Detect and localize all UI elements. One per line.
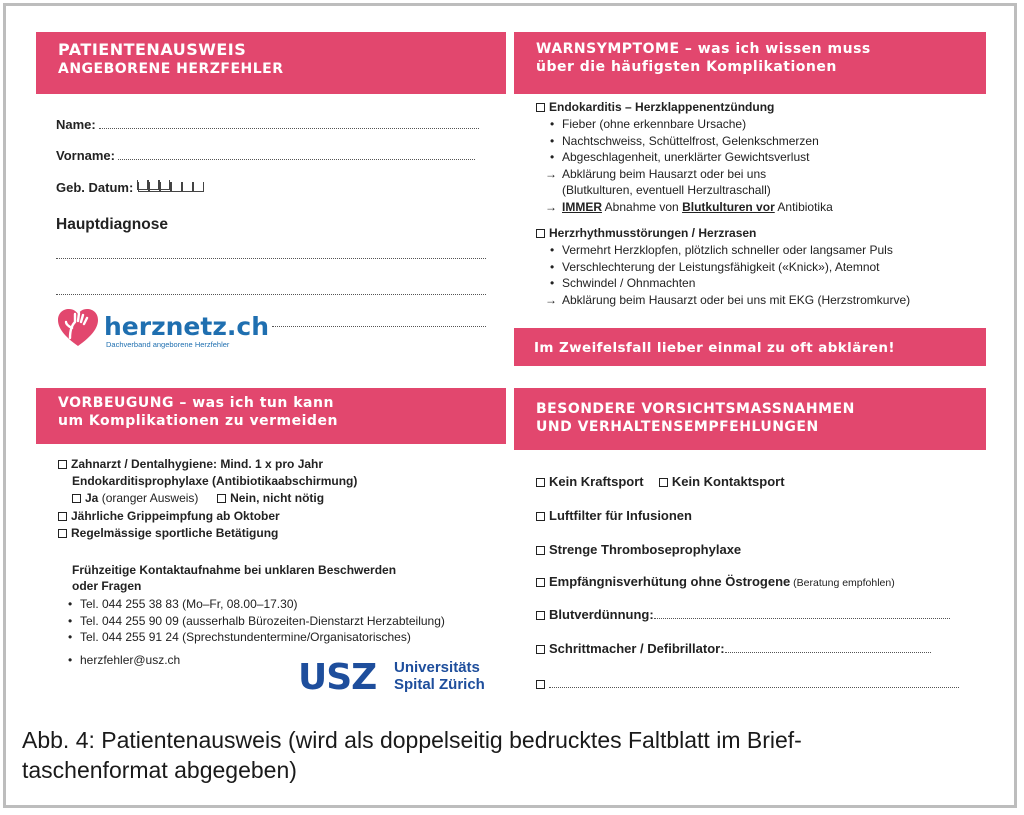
nein-label: Nein, nicht nötig bbox=[230, 491, 325, 505]
luftfilter-row bbox=[536, 508, 692, 524]
list-item: • Tel. 044 255 90 09 (ausserhalb Bürozeiten-Dienstarzt Herzabteilung) bbox=[66, 613, 445, 630]
grippe-item bbox=[58, 508, 280, 524]
zahnarzt-label: Zahnarzt / Dentalhygiene: Mind. 1 x pro Jahr bbox=[71, 457, 324, 471]
checkbox-icon bbox=[536, 103, 545, 112]
warnsymptome-title-1: WARNSYMPTOME – was ich wissen muss bbox=[536, 41, 871, 57]
list-item: • Fieber (ohne erkennbare Ursache) bbox=[548, 116, 833, 133]
grippe-label: Jährliche Grippeimpfung ab Oktober bbox=[71, 509, 280, 523]
usz-name-1: Universitäts bbox=[394, 659, 480, 676]
blutverd-row bbox=[536, 607, 950, 623]
ja-nein-row bbox=[72, 490, 324, 506]
schritt-row bbox=[536, 641, 931, 657]
empty-line bbox=[549, 686, 959, 688]
hauptdiagnose-label: Hauptdiagnose bbox=[56, 216, 168, 233]
diagnose-line-2 bbox=[56, 294, 486, 295]
zahnarzt-item bbox=[58, 456, 323, 472]
list-item: • Vermehrt Herzklopfen, plötzlich schneller oder langsamer Puls bbox=[548, 242, 910, 259]
usz-logo bbox=[298, 657, 485, 698]
schritt-label: Schrittmacher / Defibrillator: bbox=[549, 641, 725, 656]
list-item: • herzfehler@usz.ch bbox=[66, 652, 445, 669]
usz-name bbox=[394, 659, 485, 693]
warnsymptome-header bbox=[514, 32, 986, 90]
herznetz-logo bbox=[56, 308, 270, 353]
kraftsport-label: Kein Kraftsport bbox=[549, 474, 644, 489]
contact-list bbox=[66, 596, 445, 668]
header-title: PATIENTENAUSWEIS bbox=[58, 40, 247, 59]
caption-line-1: Abb. 4: Patientenausweis (wird als doppelseitig bedrucktes Faltblatt im Brief- bbox=[22, 727, 802, 753]
list-item-cont bbox=[548, 182, 833, 199]
checkbox-icon bbox=[72, 494, 81, 503]
checkbox-icon bbox=[58, 512, 67, 521]
herzrhythmus-list bbox=[548, 242, 910, 308]
checkbox-icon bbox=[536, 478, 545, 487]
figure-caption bbox=[22, 725, 802, 785]
vorbeugung-title-1: VORBEUGUNG – was ich tun kann bbox=[58, 395, 334, 411]
date-boxes bbox=[137, 181, 170, 195]
checkbox-icon bbox=[217, 494, 226, 503]
prophylaxe-label: Endokarditisprophylaxe (Antibiotikaabschirmung) bbox=[72, 474, 358, 488]
warn-underline bbox=[514, 90, 986, 94]
vorsicht-header bbox=[514, 388, 986, 450]
checkbox-icon bbox=[536, 645, 545, 654]
sport-label: Regelmässige sportliche Betätigung bbox=[71, 526, 279, 540]
vorname-label: Vorname: bbox=[56, 148, 115, 163]
checkbox-icon bbox=[536, 611, 545, 620]
blutkulturen-text: Blutkulturen vor bbox=[682, 199, 775, 214]
kontaktsport-label: Kein Kontaktsport bbox=[671, 474, 785, 489]
vorsicht-title-2: UND VERHALTENSEMPFEHLUNGEN bbox=[536, 419, 819, 435]
arrow2-mid: Abnahme von bbox=[602, 199, 683, 214]
empfaengnis-note: (Beratung empfohlen) bbox=[790, 577, 895, 589]
herzrhythmus-label: Herzrhythmusstörungen / Herzrasen bbox=[549, 226, 757, 240]
contact-title-1: Frühzeitige Kontaktaufnahme bei unklaren Beschwerden bbox=[72, 563, 397, 577]
thrombose-row bbox=[536, 542, 741, 558]
geb-datum-field bbox=[56, 180, 170, 196]
arrow-cont-text: (Blutkulturen, eventuell Herzultraschall) bbox=[562, 183, 771, 197]
list-item bbox=[548, 199, 833, 216]
name-line bbox=[99, 127, 479, 129]
herzrhythmus-title bbox=[536, 225, 756, 241]
vorbeugung-underline bbox=[36, 440, 506, 444]
ja-note: (oranger Ausweis) bbox=[98, 491, 199, 505]
sport-row bbox=[536, 474, 785, 490]
herznetz-logo-text: herznetz.ch bbox=[104, 312, 270, 341]
contact-title-2: oder Fragen bbox=[72, 579, 142, 593]
list-item: → Abklärung beim Hausarzt oder bei uns bbox=[548, 166, 833, 183]
list-item: • Schwindel / Ohnmachten bbox=[548, 275, 910, 292]
list-item: • Tel. 044 255 91 24 (Sprechstundentermine/Organisatorisches) bbox=[66, 629, 445, 646]
empfaengnis-row bbox=[536, 574, 895, 591]
vorbeugung-title-2: um Komplikationen zu vermeiden bbox=[58, 413, 338, 429]
list-item: • Nachtschweiss, Schüttelfrost, Gelenkschmerzen bbox=[548, 133, 833, 150]
checkbox-icon bbox=[536, 578, 545, 587]
vorname-field bbox=[56, 148, 475, 164]
checkbox-icon bbox=[659, 478, 668, 487]
list-item: • Verschlechterung der Leistungsfähigkeit («Knick»), Atemnot bbox=[548, 259, 910, 276]
header-subtitle: ANGEBORENE HERZFEHLER bbox=[58, 61, 284, 77]
luftfilter-label: Luftfilter für Infusionen bbox=[549, 508, 692, 523]
blutverd-label: Blutverdünnung: bbox=[549, 607, 654, 622]
thrombose-label: Strenge Thromboseprophylaxe bbox=[549, 542, 742, 557]
empty-row bbox=[536, 676, 959, 692]
checkbox-icon bbox=[58, 460, 67, 469]
endokarditis-title bbox=[536, 99, 774, 115]
zweifelsfall-banner: Im Zweifelsfall lieber einmal zu oft abklären! bbox=[514, 328, 986, 366]
checkbox-icon bbox=[536, 229, 545, 238]
vorbeugung-header bbox=[36, 388, 506, 440]
warnsymptome-title-2: über die häufigsten Komplikationen bbox=[536, 59, 837, 75]
header-underline bbox=[36, 90, 506, 94]
vorsicht-title-1: BESONDERE VORSICHTSMASSNAHMEN bbox=[536, 401, 855, 417]
list-item: → Abklärung beim Hausarzt oder bei uns mit EKG (Herzstromkurve) bbox=[548, 292, 910, 309]
endokarditis-list bbox=[548, 116, 833, 215]
immer-text: IMMER bbox=[562, 199, 602, 214]
schritt-line bbox=[725, 651, 931, 653]
usz-name-2: Spital Zürich bbox=[394, 676, 485, 693]
checkbox-icon bbox=[536, 512, 545, 521]
sport-item bbox=[58, 525, 278, 541]
checkbox-icon bbox=[536, 546, 545, 555]
diagnose-line-1 bbox=[56, 258, 486, 259]
heart-hand-icon bbox=[56, 308, 100, 348]
caption-line-2: taschenformat abgegeben) bbox=[22, 757, 297, 783]
blutverd-line bbox=[654, 617, 950, 619]
vorname-line bbox=[118, 158, 475, 160]
arrow2-end: Antibiotika bbox=[774, 199, 833, 214]
empfaengnis-label: Empfängnisverhütung ohne Östrogene bbox=[549, 574, 791, 589]
diagnose-line-3 bbox=[272, 326, 486, 327]
endokarditis-label: Endokarditis – Herzklappenentzündung bbox=[549, 100, 775, 114]
patient-card-header bbox=[36, 32, 506, 90]
geb-datum-label: Geb. Datum: bbox=[56, 180, 134, 195]
ja-label: Ja bbox=[85, 491, 99, 505]
list-item: • Tel. 044 255 38 83 (Mo–Fr, 08.00–17.30) bbox=[66, 596, 445, 613]
list-item: • Abgeschlagenheit, unerklärter Gewichtsverlust bbox=[548, 149, 833, 166]
name-field bbox=[56, 117, 479, 133]
checkbox-icon bbox=[536, 680, 545, 689]
herznetz-logo-sub: Dachverband angeborene Herzfehler bbox=[106, 340, 230, 349]
checkbox-icon bbox=[58, 529, 67, 538]
usz-logo-text: USZ bbox=[298, 657, 377, 698]
name-label: Name: bbox=[56, 117, 96, 132]
